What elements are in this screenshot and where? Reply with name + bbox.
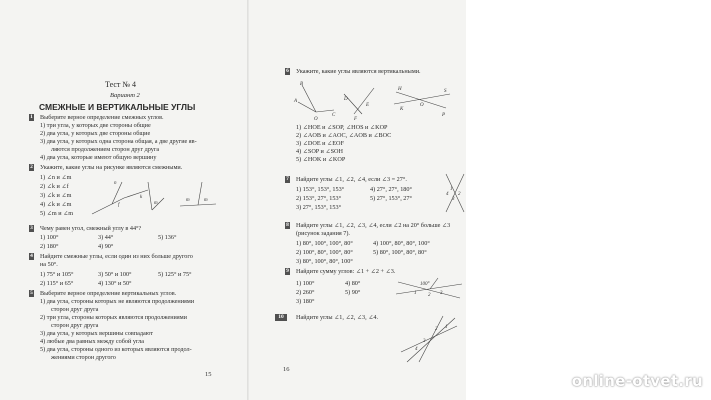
answer-option: 1) 75° и 105° [40,271,74,278]
question-number: 3 [30,225,33,231]
test-title: Тест № 4 [105,80,137,89]
answer-option: 3) 44° [98,234,114,241]
answer-option: 5) 27°, 153°, 27° [370,195,412,202]
answer-option: 5) ∠m и ∠m [40,210,74,217]
figure-label: 3 [452,197,455,202]
answer-option: 5) 80°, 100°, 80°, 80° [373,249,427,256]
answer-option: 3) 50° и 100° [98,271,132,278]
four-angles-figure [399,312,459,364]
answer-option: 1) 100° [40,234,59,241]
figure-label: E [366,103,370,108]
answer-option-cont: жениями сторон другого [51,354,116,361]
figure-label: m [204,198,208,203]
question-text-cont: (рисунок задания 7). [296,230,350,237]
figure-label: S [444,89,447,94]
answer-option: 1) ∠HOE и ∠SOP, ∠HOS и ∠KOP [296,124,388,131]
figure-label: 2 [428,293,431,298]
answer-option: 4) 90° [98,243,114,250]
answer-option: 1) 80°, 100°, 100°, 80° [296,240,353,247]
answer-option: 4) 130° и 50° [98,280,132,287]
figure-label: m [186,198,190,203]
answer-option: 3) 27°, 153°, 153° [296,204,342,211]
intersecting-lines-figure [444,172,466,214]
question-number: 5 [30,290,33,296]
question-text: Найдите углы ∠1, ∠2, ∠3, ∠4. [296,314,379,321]
question-text: Найдите сумму углов: ∠1 + ∠2 + ∠3. [296,268,396,275]
question-text: Найдите углы ∠1, ∠2, ∠4, если ∠3 = 27°. [296,176,407,183]
answer-option-cont: ляются продолжением сторон друг друга [51,146,160,153]
question-text: Выберите верное определение смежных углов. [40,114,164,121]
answer-option: 3) 180° [296,298,315,305]
answer-option: 3) ∠DOE и ∠EOF [296,140,344,147]
answer-option: 2) 153°, 27°, 153° [296,195,342,202]
answer-option: 4) любые два равных между собой угла [40,338,144,345]
adjacent-angles-figure [90,174,220,219]
figure-label: 2 [458,192,461,197]
answer-option: 1) 153°, 153°, 153° [296,186,345,193]
figure-label: 1 [414,291,417,296]
question-text: Укажите, какие углы являются вертикальными. [296,68,421,75]
answer-option: 2) 260° [296,289,315,296]
figure-label: P [442,113,446,118]
figure-label: n [114,181,117,186]
question-number: 6 [286,68,289,74]
page-number: 16 [283,366,290,373]
question-number: 7 [286,176,289,182]
figure-label: 1 [445,325,448,330]
figure-label: 2 [435,327,438,332]
answer-option: 4) 80° [345,280,361,287]
figure-label: k [140,195,143,200]
three-angles-figure [394,276,464,302]
answer-option: 2) ∠k и ∠f [40,183,69,190]
answer-option: 2) два угла, у которых две стороны общие [40,130,151,137]
question-number: 1 [30,114,33,120]
figure-label: A [294,99,298,104]
figure-label: K [400,107,404,112]
left-page [0,0,249,400]
right-page [249,0,466,400]
figure-label: B [300,82,304,87]
answer-option: 2) три угла, стороны которых являются продолжениями [40,314,187,321]
answer-option: 4) 100°, 80°, 80°, 100° [373,240,430,247]
answer-option: 3) два угла, у которых вершины совпадают [40,330,153,337]
figure-label: D [344,97,348,102]
answer-option: 1) два угла, стороны которых не являются продолжениями [40,298,195,305]
question-text: Найдите смежные углы, если один из них больше другого [40,253,193,260]
figure-label: H [398,87,402,92]
question-text-cont: на 50°. [40,261,58,268]
figure-label: 4 [415,347,418,352]
figure-label: 1 [450,187,453,192]
answer-option: 2) 100°, 80°, 100°, 80° [296,249,353,256]
topic-heading: СМЕЖНЫЕ И ВЕРТИКАЛЬНЫЕ УГЛЫ [39,102,196,112]
figure-label: O [314,117,318,122]
figure-label: O [420,103,424,108]
answer-option: 3) два угла, у которых одна сторона общая, а две другие яв- [40,138,197,145]
figure-label: m [154,201,158,206]
page-number: 15 [205,371,212,378]
figure-label: C [332,113,336,118]
answer-option: 3) 80°, 100°, 80°, 100° [296,258,353,265]
vertical-angles-figure [294,80,459,120]
question-text: Чему равен угол, смежный углу в 44°? [40,225,142,232]
answer-option: 2) 180° [40,243,59,250]
answer-option: 2) ∠AOB и ∠AOC, ∠AOB и ∠BOC [296,132,392,139]
answer-option: 4) ∠k и ∠m [40,201,72,208]
question-text: Найдите углы ∠1, ∠2, ∠3, ∠4, если ∠2 на 20° больше ∠3 [296,222,451,229]
figure-label: 4 [446,192,449,197]
figure-label: F [354,117,358,122]
question-number: 4 [30,253,33,259]
answer-option: 1) 100° [296,280,315,287]
figure-label: 3 [440,291,443,296]
answer-option: 5) 125° и 75° [158,271,192,278]
watermark: online-otvet.ru [571,372,703,390]
answer-option: 5) два угла, стороны одного из которых являются продол- [40,346,192,353]
answer-option: 5) ∠HOK и ∠KOP [296,156,346,163]
question-number: 10 [275,314,287,321]
answer-option: 5) 136° [158,234,177,241]
question-number: 8 [286,222,289,228]
variant-label: Вариант 2 [110,92,140,99]
answer-option-cont: сторон друг друга [51,322,99,329]
answer-option: 3) ∠k и ∠m [40,192,72,199]
answer-option-cont: сторон друг друга [51,306,99,313]
answer-option: 4) 27°, 27°, 180° [370,186,412,193]
answer-option: 5) 90° [345,289,361,296]
answer-option: 4) ∠SOP и ∠SOH [296,148,343,155]
question-text: Укажите, какие углы на рисунке являются смежными. [40,164,183,171]
figure-label: 100° [420,282,430,287]
answer-option: 1) три угла, у которых две стороны общие [40,122,151,129]
answer-option: 1) ∠n и ∠m [40,174,72,181]
answer-option: 4) два угла, которые имеют общую вершину [40,154,157,161]
question-number: 2 [30,164,33,170]
question-text: Выберите верное определение вертикальных углов. [40,290,177,297]
figure-label: f [118,203,120,208]
figure-label: 3 [423,339,426,344]
question-number: 9 [286,268,289,274]
answer-option: 2) 115° и 65° [40,280,74,287]
